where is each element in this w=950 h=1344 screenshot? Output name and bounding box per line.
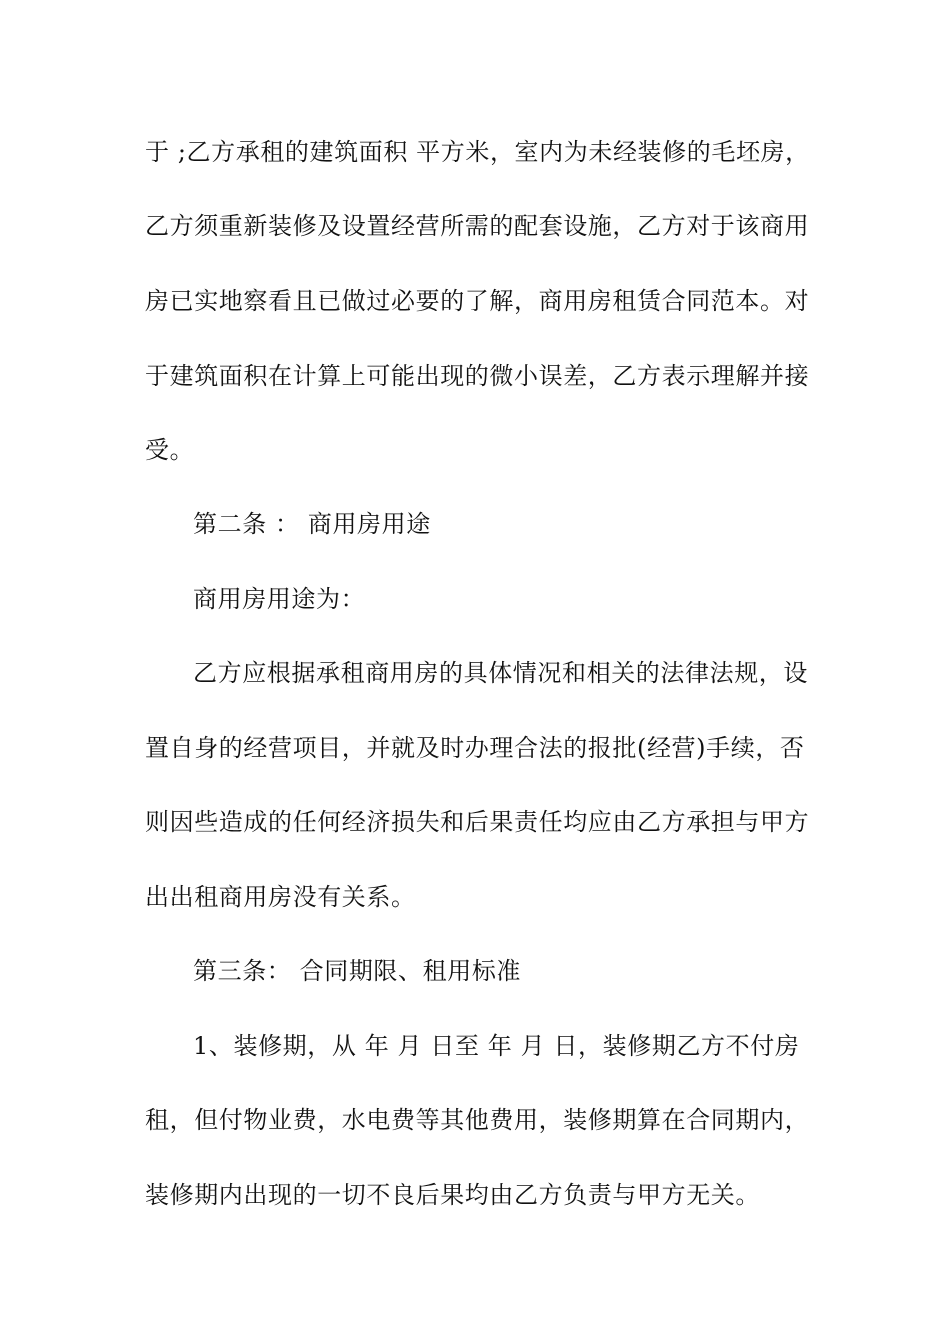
body-text-line: 于建筑面积在计算上可能出现的微小误差，乙方表示理解并接 [145, 362, 810, 390]
body-text-line: 置自身的经营项目，并就及时办理合法的报批(经营)手续，否 [145, 734, 805, 762]
article-heading: 第二条 ： 商用房用途 [193, 510, 431, 538]
body-text-line: 1、装修期，从 年 月 日至 年 月 日，装修期乙方不付房 [193, 1032, 800, 1060]
body-text-line: 乙方应根据承租商用房的具体情况和相关的法律法规，设 [193, 659, 808, 687]
body-text-line: 乙方须重新装修及设置经营所需的配套设施，乙方对于该商用 [145, 212, 810, 240]
body-text-line: 装修期内出现的一切不良后果均由乙方负责与甲方无关。 [145, 1181, 760, 1209]
body-text-line: 则因些造成的任何经济损失和后果责任均应由乙方承担与甲方 [145, 808, 810, 836]
body-text-line: 出出租商用房没有关系。 [145, 883, 416, 911]
body-text-line: 于 ;乙方承租的建筑面积 平方米，室内为未经装修的毛坯房， [145, 138, 810, 166]
body-text-line: 受。 [145, 436, 195, 464]
body-text-line: 房已实地察看且已做过必要的了解，商用房租赁合同范本。对 [145, 287, 810, 315]
body-text-line: 租，但付物业费，水电费等其他费用，装修期算在合同期内， [145, 1106, 810, 1134]
article-heading: 第三条： 合同期限、租用标准 [193, 957, 522, 985]
body-text-line: 商用房用途为： [193, 585, 366, 613]
